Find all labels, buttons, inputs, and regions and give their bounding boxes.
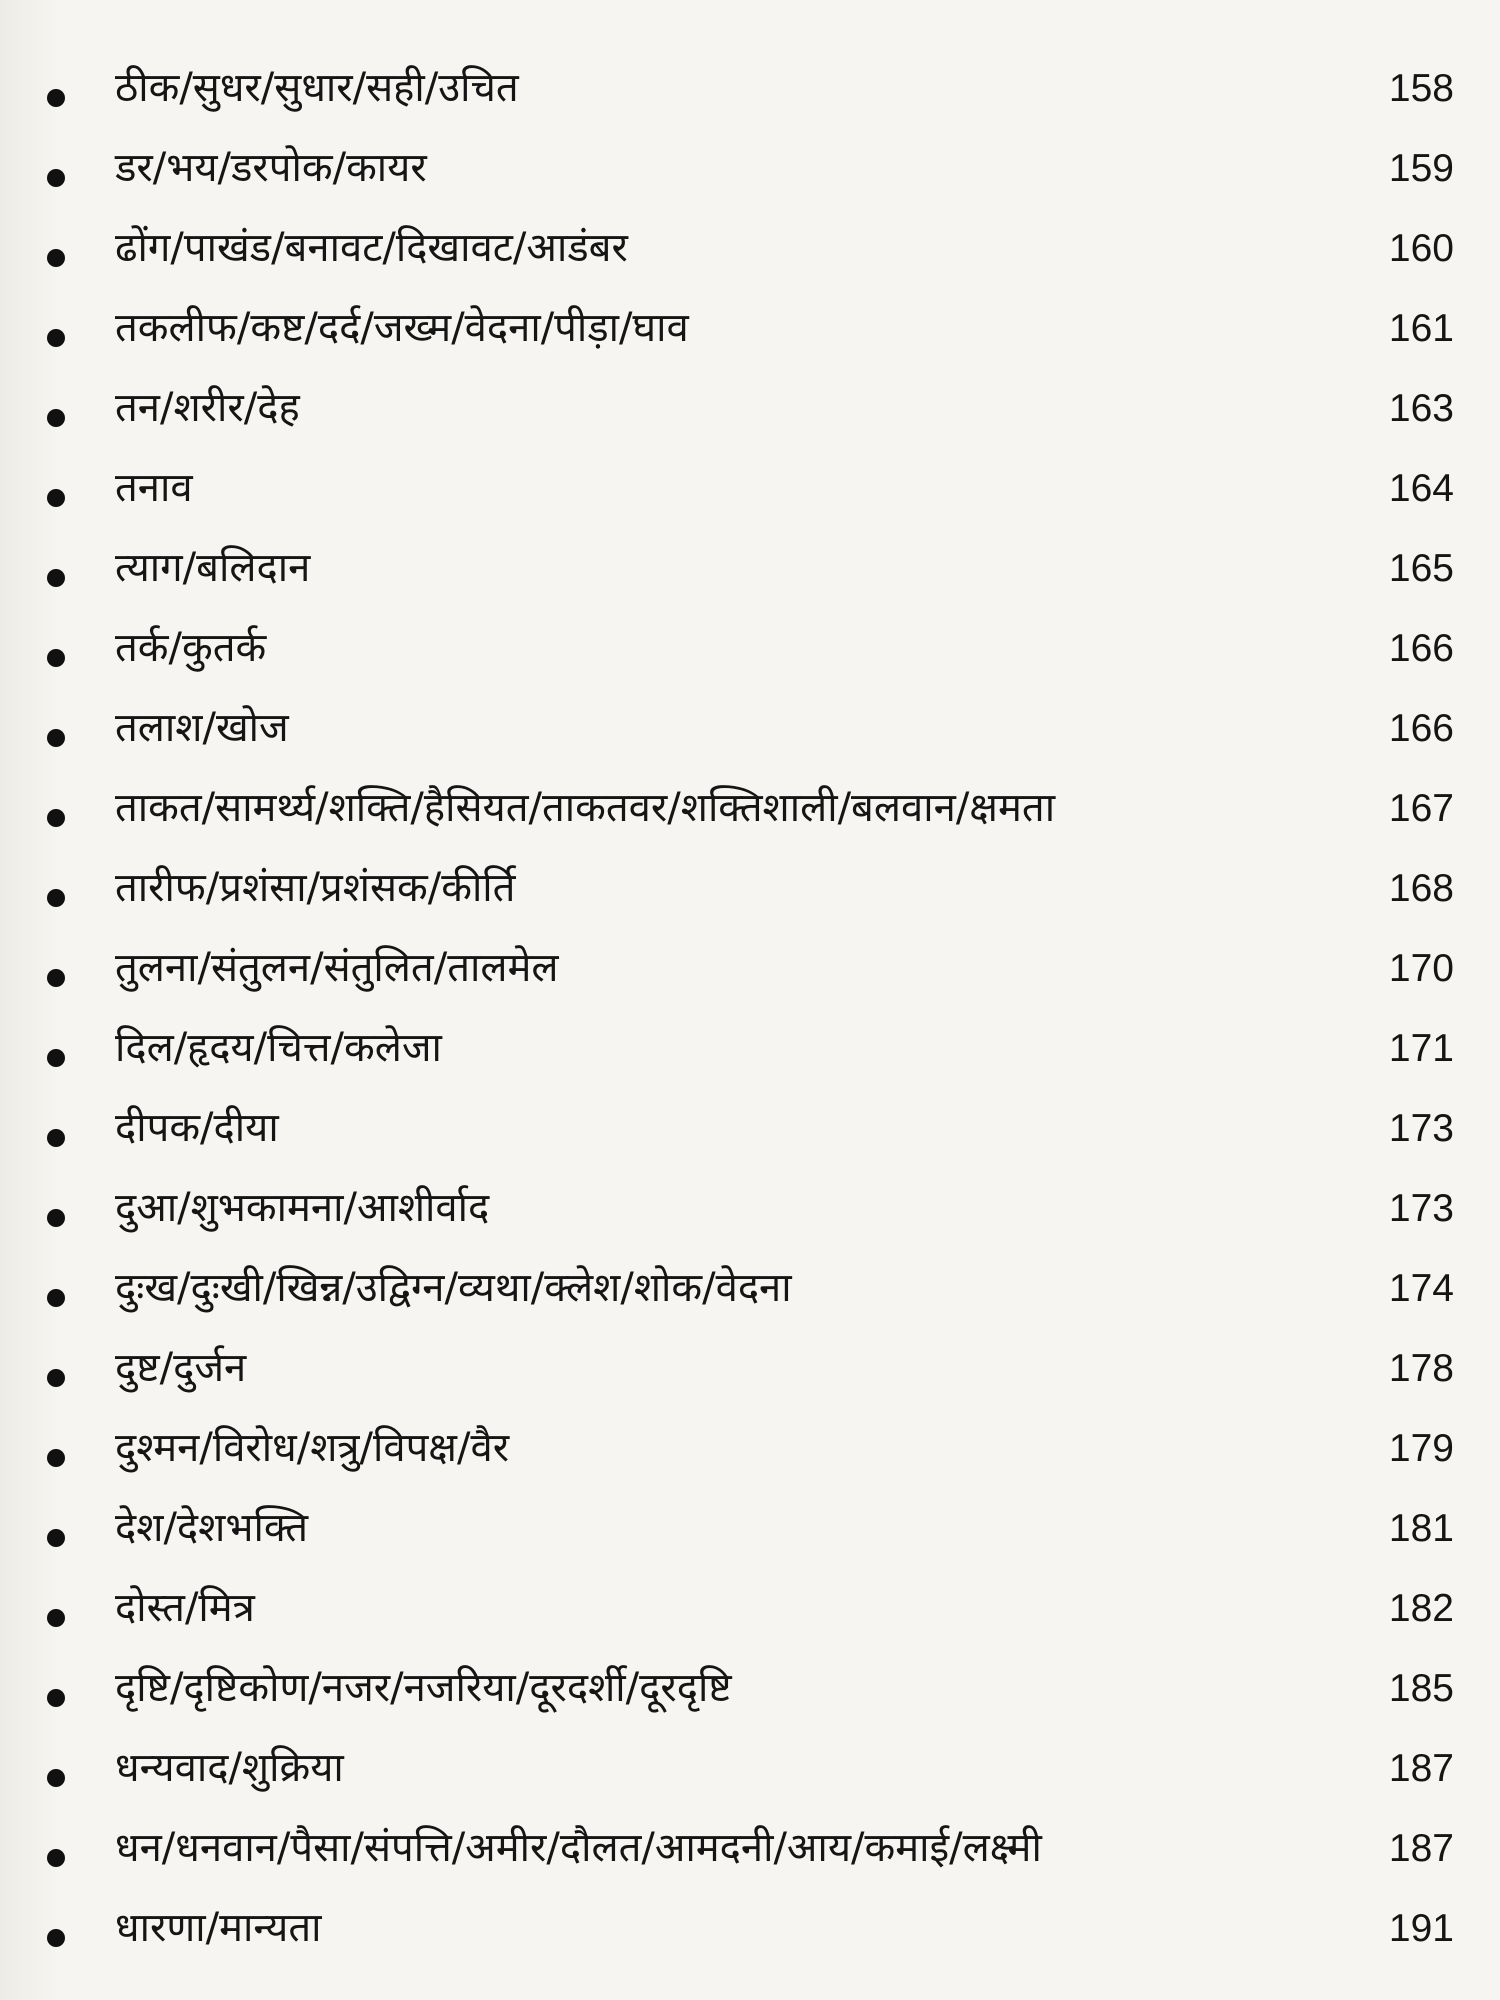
toc-entry: [0, 1094, 1500, 1174]
toc-entry: [0, 294, 1500, 374]
bullet-icon: [47, 329, 65, 347]
entry-page-number: 158: [1388, 67, 1454, 110]
entry-title: तारीफ/प्रशंसा/प्रशंसक/कीर्ति: [115, 865, 516, 911]
toc-entry: [0, 1574, 1500, 1654]
toc-entry: [0, 1174, 1500, 1254]
bullet-icon: [47, 1209, 65, 1227]
bullet-icon: [47, 969, 65, 987]
bullet-icon: [47, 1929, 65, 1947]
entry-page-number: 179: [1388, 1427, 1454, 1470]
bullet-icon: [47, 1049, 65, 1067]
entry-page-number: 187: [1388, 1747, 1454, 1790]
bullet-icon: [47, 809, 65, 827]
entry-page-number: 159: [1388, 147, 1454, 190]
entry-page-number: 161: [1388, 307, 1454, 350]
entry-title: तन/शरीर/देह: [115, 385, 300, 431]
bullet-icon: [47, 1769, 65, 1787]
bullet-icon: [47, 569, 65, 587]
entry-title: ताकत/सामर्थ्य/शक्ति/हैसियत/ताकतवर/शक्तिशाली/बलवान/क्षमता: [115, 785, 1056, 831]
toc-entry: [0, 534, 1500, 614]
bullet-icon: [47, 249, 65, 267]
entry-title: दुष्ट/दुर्जन: [115, 1345, 247, 1391]
toc-entry: [0, 934, 1500, 1014]
bullet-icon: [47, 729, 65, 747]
toc-entry: [0, 614, 1500, 694]
toc-entry: [0, 1414, 1500, 1494]
entry-page-number: 163: [1388, 387, 1454, 430]
bullet-icon: [47, 169, 65, 187]
entry-title: धारणा/मान्यता: [115, 1905, 322, 1951]
entry-page-number: 164: [1388, 467, 1454, 510]
entry-page-number: 167: [1388, 787, 1454, 830]
toc-entry: [0, 1654, 1500, 1734]
toc-entry: [0, 1334, 1500, 1414]
toc-entry: [0, 1014, 1500, 1094]
toc-entry: [0, 1894, 1500, 1974]
toc-entry: [0, 374, 1500, 454]
entry-page-number: 166: [1388, 707, 1454, 750]
entry-page-number: 170: [1388, 947, 1454, 990]
entry-title: देश/देशभक्ति: [115, 1505, 309, 1551]
toc-entry: [0, 854, 1500, 934]
bullet-icon: [47, 1849, 65, 1867]
bullet-icon: [47, 489, 65, 507]
toc-entry: [0, 1254, 1500, 1334]
entry-title: तनाव: [115, 465, 193, 511]
bullet-icon: [47, 1609, 65, 1627]
entry-title: धन/धनवान/पैसा/संपत्ति/अमीर/दौलत/आमदनी/आय/कमाई/लक्ष्मी: [115, 1825, 1042, 1871]
entry-title: डर/भय/डरपोक/कायर: [115, 145, 427, 191]
toc-entry: [0, 1734, 1500, 1814]
entry-page-number: 168: [1388, 867, 1454, 910]
bullet-icon: [47, 1129, 65, 1147]
entry-page-number: 171: [1388, 1027, 1454, 1070]
entry-title: तुलना/संतुलन/संतुलित/तालमेल: [115, 945, 559, 991]
entry-page-number: 187: [1388, 1827, 1454, 1870]
entry-title: दोस्त/मित्र: [115, 1585, 255, 1631]
entry-page-number: 191: [1388, 1907, 1454, 1950]
toc-entry: [0, 134, 1500, 214]
toc-entry: [0, 1494, 1500, 1574]
toc-entry: [0, 1814, 1500, 1894]
entry-title: दीपक/दीया: [115, 1105, 279, 1151]
entry-page-number: 181: [1388, 1507, 1454, 1550]
bullet-icon: [47, 649, 65, 667]
bullet-icon: [47, 889, 65, 907]
entry-page-number: 178: [1388, 1347, 1454, 1390]
entry-title: दुःख/दुःखी/खिन्न/उद्विग्न/व्यथा/क्लेश/शोक/वेदना: [115, 1265, 792, 1311]
toc-entry: [0, 454, 1500, 534]
bullet-icon: [47, 1529, 65, 1547]
entry-page-number: 173: [1388, 1187, 1454, 1230]
entry-page-number: 185: [1388, 1667, 1454, 1710]
entry-title: दुश्मन/विरोध/शत्रु/विपक्ष/वैर: [115, 1425, 510, 1471]
entry-title: त्याग/बलिदान: [115, 545, 311, 591]
entry-page-number: 160: [1388, 227, 1454, 270]
entry-page-number: 173: [1388, 1107, 1454, 1150]
bullet-icon: [47, 1369, 65, 1387]
entry-page-number: 182: [1388, 1587, 1454, 1630]
table-of-contents: [0, 54, 1500, 1974]
entry-title: ढोंग/पाखंड/बनावट/दिखावट/आडंबर: [115, 225, 628, 271]
bullet-icon: [47, 409, 65, 427]
entry-title: तर्क/कुतर्क: [115, 625, 267, 671]
entry-page-number: 174: [1388, 1267, 1454, 1310]
entry-page-number: 166: [1388, 627, 1454, 670]
entry-title: ठीक/सुधर/सुधार/सही/उचित: [115, 65, 519, 111]
entry-title: दुआ/शुभकामना/आशीर्वाद: [115, 1185, 490, 1231]
bullet-icon: [47, 1289, 65, 1307]
entry-page-number: 165: [1388, 547, 1454, 590]
toc-entry: [0, 54, 1500, 134]
entry-title: तलाश/खोज: [115, 705, 289, 751]
toc-entry: [0, 694, 1500, 774]
toc-entry: [0, 774, 1500, 854]
entry-title: तकलीफ/कष्ट/दर्द/जख्म/वेदना/पीड़ा/घाव: [115, 305, 689, 351]
bullet-icon: [47, 1689, 65, 1707]
toc-entry: [0, 214, 1500, 294]
bullet-icon: [47, 89, 65, 107]
bullet-icon: [47, 1449, 65, 1467]
entry-title: दिल/हृदय/चित्त/कलेजा: [115, 1025, 442, 1071]
entry-title: दृष्टि/दृष्टिकोण/नजर/नजरिया/दूरदर्शी/दूरदृष्टि: [115, 1665, 732, 1711]
entry-title: धन्यवाद/शुक्रिया: [115, 1745, 344, 1791]
